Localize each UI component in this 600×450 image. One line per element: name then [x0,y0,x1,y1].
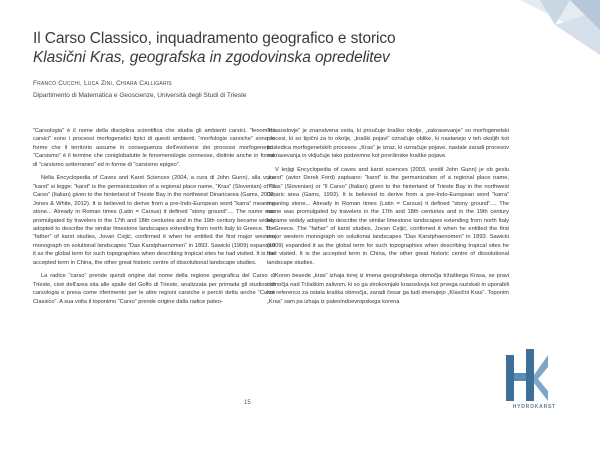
hydrokarst-logo-icon [504,345,550,405]
left-paragraph-3: La radice “carso” prende quindi origine dal nome della regione geografica del Carso di Trieste, cioè dell'area sita alle spalle del Golfo di Trieste, analizzata per primada gli studiosi di carsologia e presa come riferimento per le altre regioni carsiche e perciò detta anche “Carso Classico”. A sua volta il toponimo “Carso” prende origine dalla radice paleo- [33,273,275,305]
title-slovenian: Klasični Kras, geografska in zgodovinska opredelitev [33,49,390,66]
right-paragraph-1: “Krasoslovje” je znanstvena veda, ki proučuje kraško okolje, „zakrasevanje“ so morfogenetski procesi, ki so tipični za to okolje, „kraški pojavi“ označuje oblike, ki nastanejo v teh okoljih kot posledica morfogenetskih procesov. „Kras“ je izraz, ki označuje pojave, nastale zaradi procesov zakrasevanja in vključuje tako podzemne kot površinske kraške pojave. [267,128,509,160]
decorative-corner-graphic [500,0,600,60]
logo-wordmark: HYDROKARST [512,404,556,410]
right-paragraph-3: Koren besede „kras“ izhaja torej iz imena geografskega območja tržaškega Krasa, se pravi območja nad Tržaškim zalivom, ki so ga strokovnjaki krasoslovja kot prvega raziskali in uporabili kot referenco za ostala kraška območja, zaradi česar ga tudi imenujejo „Klasični Kras“. Toponim „Kras“ sam pa izhaja iz paleoindoevropskega korena [267,273,509,305]
page-number: 15 [244,400,251,406]
left-column [33,127,275,306]
authors: Franco Cucchi, Luca Zini, Chiara Calligaris [33,80,172,87]
left-paragraph-1: “Carsologia” è il nome della disciplina scientifica che studia gli ambienti carsici, “fenomeni carsici” sono i processi morfogenetici tipici di questi ambienti, “morfologie carsiche” sono le forme che il territorio assume in conseguenza dell'evolversi dei processi morfogenetici. “Carsismo” è il termine che coniglobatutte le fenomenologie connesse, distinte anche in forme di “carsismo sotterraneo” ed in forme di “carsismo epigeo”. [33,128,275,168]
right-paragraph-2: V knjigi Encyclopedia of caves and karst sciences (2003, uredil John Gunn) je ob geslu „karst“ (avtor Derek Ford) zapisano: “karst” is the germanization of a regional place name, “Kras” (Slovenian) or “Il Carso” (Italian) given to the hinterland of Trieste Bay in the northwest Dinaric area (Gams, 1993). It is believed to derive from a pre-Indo-European word “karra” meaning stone... Already in Roman times (Latin = Carsus) it defined “stony ground”.... The name was promulgated by travelers in the 17th and 18th centuries and in the 19th century became widely adopted to describe the similar limestone landscapes extending from north Italy to Greece. The “father” of karst studies, Jovan Cvijić, confirmed it when he entitled the first major western monograph on solutional landscapes “Das Karstphaenomen” in 1893. Sawicki (1909) expanded it as the global term for such topographies when describing tropical sites he had visited. It is the accepted term in China, the other great historic centre of dissolutional landscape studies. [267,166,509,266]
right-column [267,127,509,306]
title-italian: Il Carso Classico, inquadramento geografico e storico [33,30,396,47]
affiliation: Dipartimento di Matematica e Geoscienze, Università degli Studi di Trieste [33,92,247,99]
left-paragraph-2: Nella Encyclopedia of Caves and Karst Sciences (2004, a cura di John Gunn), alla voce “karst” si legge: “karst” is the germanicization of a regional place name, “Kras” (Slovenian) or “Il Carso” (Italian) given to the hinterland of Trieste Bay in the northwest Dinaricarea (Gams, 2003; Jones & White, 2012). It is believed to derive from a pre-Indo-European word “karra” meaning stone... Already in Roman times (Latin = Carsus) it defined “stony ground”.... The name was promulgated by travelers in the 17th and 18th centuries and in the 19th century became widely adopted to describe the similar limestone landscapes extending from north Italy to Greece. The “father” of karst studies, Jovan Cvijić, confirmed it when he entitled the first major western monograph on solutional landscapes “Das Karstphaenomen” in 1893. Sawicki (1909) expanded it as the global term for such topographies when describing tropical sites he had visited. It is the accepted term in China, the other great historic centre of dissolutional landscape studies. [33,175,275,266]
